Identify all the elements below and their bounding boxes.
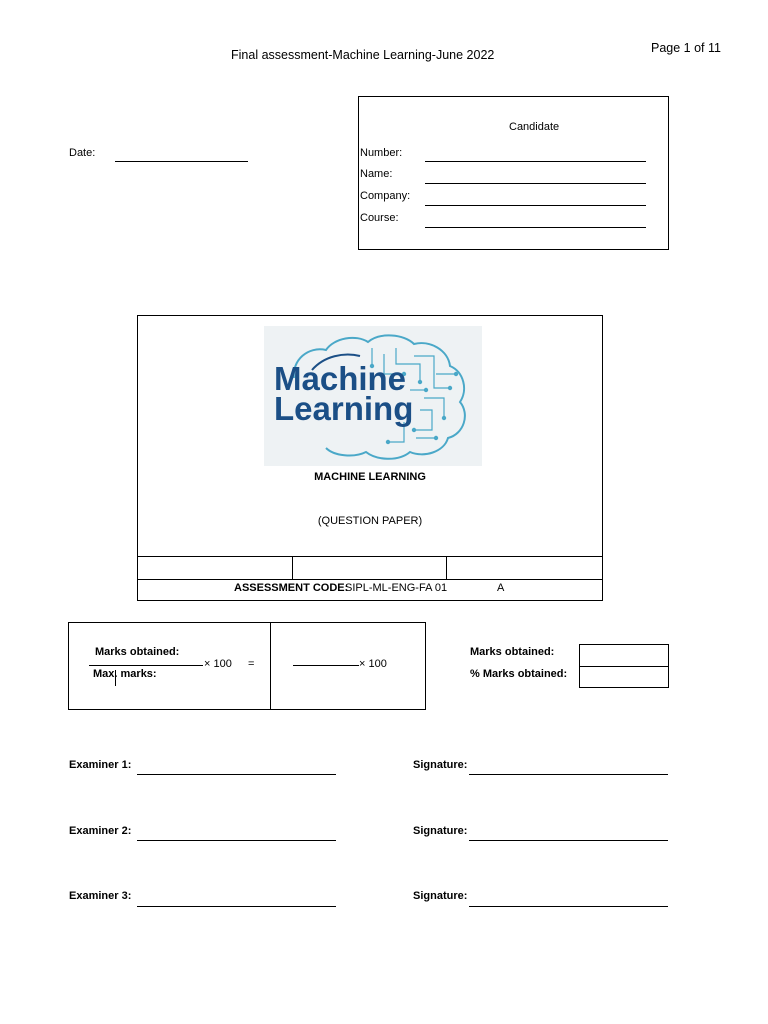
subject-title: MACHINE LEARNING (314, 471, 426, 483)
marks-obtained-field[interactable] (579, 644, 669, 667)
cover-table-row-empty (138, 556, 602, 580)
examiner-3-line[interactable] (137, 906, 336, 907)
marks-obtained-label: Marks obtained: (470, 646, 555, 658)
cover-box (137, 315, 603, 601)
candidate-course-line[interactable] (425, 227, 646, 228)
formula-times-100-b: × 100 (359, 658, 387, 670)
formula-times-100: × 100 (204, 658, 232, 670)
date-label: Date: (69, 147, 96, 159)
signature-3-line[interactable] (469, 906, 668, 907)
examiner-1-line[interactable] (137, 774, 336, 775)
formula-denominator: Max. marks: (93, 668, 157, 680)
signature-1-label: Signature: (413, 759, 468, 771)
assessment-code-version: A (497, 582, 505, 594)
date-field-line[interactable] (115, 161, 248, 162)
candidate-number-line[interactable] (425, 161, 646, 162)
examiner-1-label: Examiner 1: (69, 759, 132, 771)
marks-formula-box (68, 622, 426, 710)
candidate-heading: Candidate (509, 121, 560, 133)
formula-equals: = (248, 658, 255, 670)
signature-2-label: Signature: (413, 825, 468, 837)
paper-type: (QUESTION PAPER) (317, 515, 423, 527)
document-title: Final assessment-Machine Learning-June 2022 (231, 48, 495, 62)
examiner-2-label: Examiner 2: (69, 825, 132, 837)
candidate-name-line[interactable] (425, 183, 646, 184)
formula-fraction-line (89, 665, 203, 666)
machine-learning-logo (264, 326, 482, 466)
candidate-box (358, 96, 669, 250)
formula-numerator: Marks obtained: (95, 646, 180, 658)
signature-2-line[interactable] (469, 840, 668, 841)
percent-marks-field[interactable] (579, 666, 669, 688)
text-cursor (115, 670, 116, 686)
logo-text-learning: Learning (274, 390, 414, 427)
percent-marks-label: % Marks obtained: (470, 668, 568, 680)
candidate-name-label: Name: (360, 168, 393, 180)
candidate-course-label: Course: (360, 212, 399, 224)
assessment-code-value: SIPL-ML-ENG-FA 01 (345, 582, 448, 594)
assessment-code-label: ASSESSMENT CODE: (234, 582, 349, 594)
signature-3-label: Signature: (413, 890, 468, 902)
formula-result-line[interactable] (293, 665, 359, 666)
examiner-3-label: Examiner 3: (69, 890, 132, 902)
assessment-code-row (138, 580, 602, 600)
examiner-2-line[interactable] (137, 840, 336, 841)
page-number: Page 1 of 11 (651, 41, 721, 55)
candidate-company-line[interactable] (425, 205, 646, 206)
signature-1-line[interactable] (469, 774, 668, 775)
logo-text-machine: Machine (274, 360, 407, 397)
candidate-company-label: Company: (360, 190, 411, 202)
candidate-number-label: Number: (360, 147, 403, 159)
